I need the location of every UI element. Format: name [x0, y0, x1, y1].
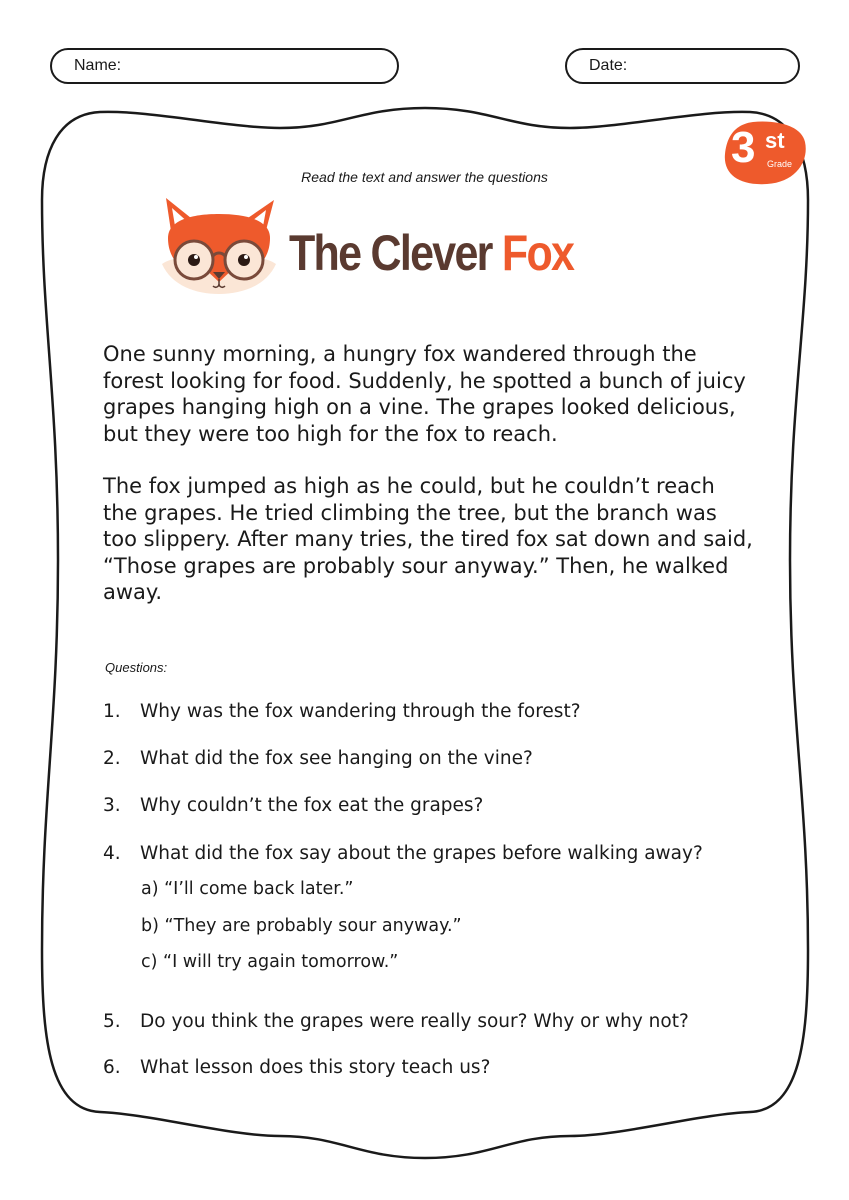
question-number: 3.	[103, 795, 121, 816]
question-item	[103, 703, 581, 722]
question-text: Why was the fox wandering through the forest?	[140, 701, 581, 722]
question-text: Do you think the grapes were really sour? Why or why not?	[140, 1011, 689, 1032]
question-item	[103, 797, 483, 816]
question-item	[103, 1059, 490, 1078]
question-number: 2.	[103, 748, 121, 769]
question-number: 6.	[103, 1057, 121, 1078]
question-item	[103, 1013, 689, 1032]
fox-icon	[158, 194, 280, 298]
name-label: Name:	[74, 57, 122, 74]
answer-option-a: a) “I’ll come back later.”	[141, 879, 354, 899]
question-number: 5.	[103, 1011, 121, 1032]
grade-number: 3	[731, 123, 756, 172]
grade-suffix: st	[765, 128, 785, 153]
question-item	[103, 845, 703, 864]
question-text: Why couldn’t the fox eat the grapes?	[140, 795, 484, 816]
answer-option-c: c) “I will try again tomorrow.”	[141, 952, 399, 972]
question-text: What did the fox say about the grapes before walking away?	[140, 843, 703, 864]
question-item	[103, 750, 533, 769]
passage-paragraph-1: One sunny morning, a hungry fox wandered through the forest looking for food. Suddenly, he spotted a bunch of juicy grapes hanging high on a vine. The grapes looked delicious, but they were too high for the fox to reach.	[103, 342, 746, 446]
question-number: 4.	[103, 843, 121, 864]
title-part-clever: The Clever	[289, 225, 492, 281]
questions-label: Questions:	[105, 660, 168, 675]
worksheet-title	[289, 225, 574, 281]
title-part-fox: Fox	[501, 225, 574, 281]
question-text: What lesson does this story teach us?	[140, 1057, 491, 1078]
question-number: 1.	[103, 701, 121, 722]
answer-option-b: b) “They are probably sour anyway.”	[141, 916, 462, 936]
instruction-text: Read the text and answer the questions	[301, 169, 548, 185]
question-text: What did the fox see hanging on the vine?	[140, 748, 533, 769]
grade-word: Grade	[767, 159, 793, 169]
reading-passage	[103, 341, 753, 632]
passage-paragraph-2: The fox jumped as high as he could, but he couldn’t reach the grapes. He tried climbing the tree, but the branch was too slippery. After many tries, the tired fox sat down and said, “Those grapes are probably sour anyway.” Then, he walked away.	[103, 474, 753, 604]
date-label: Date:	[589, 57, 628, 74]
